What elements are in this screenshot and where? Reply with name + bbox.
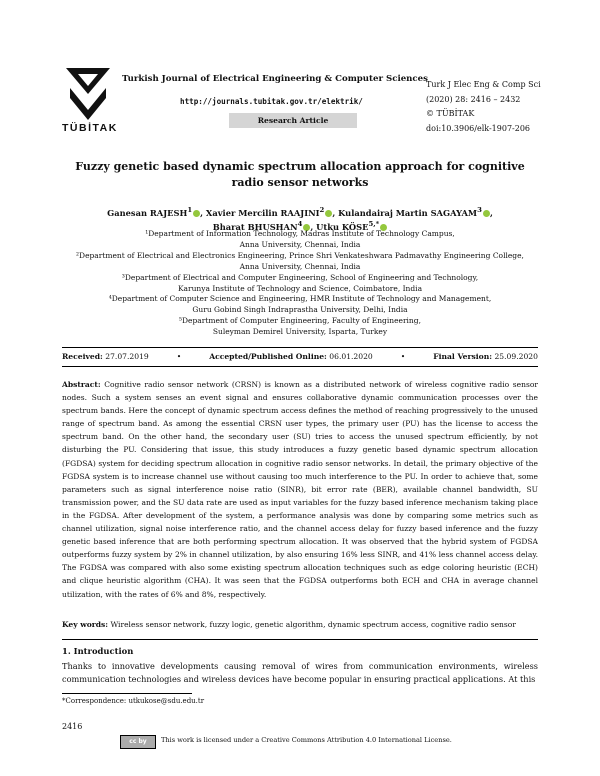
cc-badge-text: cc by — [129, 738, 147, 745]
received-label: Received: — [62, 352, 103, 361]
meta-copyright: © TÜBİTAK — [426, 109, 475, 119]
affiliation-line: ⁵Department of Computer Engineering, Faculty of Engineering, — [179, 316, 421, 326]
author-list: Ganesan RAJESH$^1$ , Xavier Mercilin RAAJINI$^2$ , Kulandairaj Martin SAGAYAM$^3$ , Bharat BHUSHAN$^4$ , Utku $KÖSE^{5,*}$ — [107, 206, 493, 232]
orcid-icon[interactable] — [483, 210, 490, 217]
orcid-icon[interactable] — [193, 210, 200, 217]
tubitak-logo — [64, 64, 112, 124]
final-date: 25.09.2020 — [494, 352, 538, 361]
meta-volume: (2020) 28: 2416 – 2432 — [426, 94, 521, 104]
author-sup: 1 — [187, 206, 193, 214]
author-name: Utku KÖSE — [316, 221, 369, 232]
author-sup: 2 — [319, 206, 325, 214]
footnote-rule — [62, 693, 192, 694]
author-sup: 4 — [297, 219, 303, 228]
date-separator: • — [176, 352, 182, 361]
final-label: Final Version: — [433, 352, 493, 361]
accepted-date: 06.01.2020 — [329, 352, 373, 361]
affiliation-line: Suleyman Demirel University, Isparta, Turkey — [212, 327, 388, 337]
cc-license-icon[interactable] — [120, 735, 156, 749]
affiliations — [60, 229, 540, 338]
correspondence-footnote: *Correspondence: utkukose@sdu.edu.tr — [62, 697, 205, 705]
author-name: Xavier Mercilin RAAJINI — [205, 207, 320, 218]
journal-meta — [426, 78, 541, 136]
divider — [62, 366, 538, 367]
orcid-icon[interactable] — [325, 210, 332, 217]
meta-citation: Turk J Elec Eng & Comp Sci — [426, 80, 541, 89]
dates-bar — [62, 352, 538, 361]
author-name: Kulandairaj Martin SAGAYAM — [338, 207, 478, 218]
affiliation-line: Anna University, Chennai, India — [239, 261, 361, 271]
license-text: This work is licensed under a Creative Commons Attribution 4.0 International License. — [161, 736, 452, 744]
received-date: 27.07.2019 — [105, 352, 149, 361]
divider — [62, 347, 538, 348]
author-name: Ganesan RAJESH — [107, 207, 188, 218]
intro-paragraph: Thanks to innovative developments causing removal of wires from communication environments, wireless communication technologies and wireless devices have become popular in ensuring practical applications. At this — [62, 661, 538, 685]
page-number: 2416 — [62, 722, 83, 731]
abstract — [62, 378, 538, 601]
keywords — [62, 619, 538, 631]
affiliation-line: Guru Gobind Singh Indraprastha University, Delhi, India — [192, 305, 408, 315]
affiliation-line: Anna University, Chennai, India — [239, 239, 361, 249]
section-heading: 1. Introduction — [62, 646, 134, 656]
keywords-label: Key words: — [62, 620, 109, 629]
affiliation-line: ³Department of Electrical and Computer Engineering, School of Engineering and Technology, — [121, 272, 479, 282]
date-separator: • — [400, 352, 406, 361]
keywords-text: Wireless sensor network, fuzzy logic, genetic algorithm, dynamic spectrum access, cognitive radio sensor — [110, 620, 516, 629]
accepted-label: Accepted/Published Online: — [209, 352, 327, 361]
publisher-logo-text: TÜBİTAK — [62, 122, 118, 134]
article-type-badge: Research Article — [229, 113, 357, 128]
author-sup: 5,* — [368, 219, 380, 228]
affiliation-line: ²Department of Electrical and Electronics Engineering, Prince Shri Venkateshwara Padmavathy Engineering College, — [76, 250, 524, 260]
journal-url[interactable]: http://journals.tubitak.gov.tr/elektrik/ — [180, 97, 363, 106]
affiliation-line: ⁴Department of Computer Science and Engineering, HMR Institute of Technology and Management, — [108, 294, 492, 304]
abstract-label: Abstract: — [62, 380, 101, 389]
author-name: Bharat BHUSHAN — [212, 221, 298, 232]
journal-title: Turkish Journal of Electrical Engineering & Computer Sciences — [122, 74, 428, 84]
divider — [62, 639, 538, 640]
paper-title: Fuzzy genetic based dynamic spectrum allocation approach for cognitive radio sensor networks — [75, 160, 525, 189]
affiliation-line: Karunya Institute of Technology and Science, Coimbatore, India — [177, 283, 423, 293]
affiliation-line: ¹Department of Information Technology, Madras Institute of Technology Campus, — [145, 229, 455, 238]
abstract-text: Cognitive radio sensor network (CRSN) is known as a distributed network of wireless cognitive radio sensor nodes. Such a system senses an event signal and ensures collaborative dynamic communication processes over the spectrum bands. Here the concept of dynamic spectrum access defines the method of reaching progressively to the unused range of spectrum band. As among the essential CRSN user types, the primary user (PU) has the license to access the spectrum band. On the other hand, the secondary user (SU) tries to access the unused spectrum efficiently, by not disturbing the PU. Considering that issue, this study introduces a fuzzy genetic based dynamic spectrum allocation (FGDSA) system for deciding spectrum allocation in cognitive radio sensor networks. In detail, the primary objective of the FGDSA system is to increase channel use without causing too much interference to the PU. In order to achieve that, some parameters such as signal interference noise ratio (SINR), bit error rate (BER), available channel bandwidth, SU transmission power, and the SU data rate are used as input variables for the fuzzy based inference mechanism taking place in the FGDSA. After development of the system, a performance analysis was done by comparing some metrics such as channel utilization, signal noise interference ratio, and the channel access delay for fuzzy based inference and the fuzzy genetic based inference that are both performing spectrum allocation. It was observed that the hybrid system of FGDSA outperforms fuzzy system by 2% in channel utilization, by also ensuring 16% less SINR, and 41% less channel access delay. The FGDSA was compared with also some existing spectrum allocation techniques such as edge coloring heuristic (ECH) and clique heuristic algorithm (CHA). It was seen that the FGDSA outperforms both ECH and CHA in average channel utilization, with the rates of 6% and 8%, respectively. — [62, 380, 538, 599]
author-sup: 3 — [477, 206, 482, 214]
meta-doi[interactable]: doi:10.3906/elk-1907-206 — [426, 123, 531, 133]
